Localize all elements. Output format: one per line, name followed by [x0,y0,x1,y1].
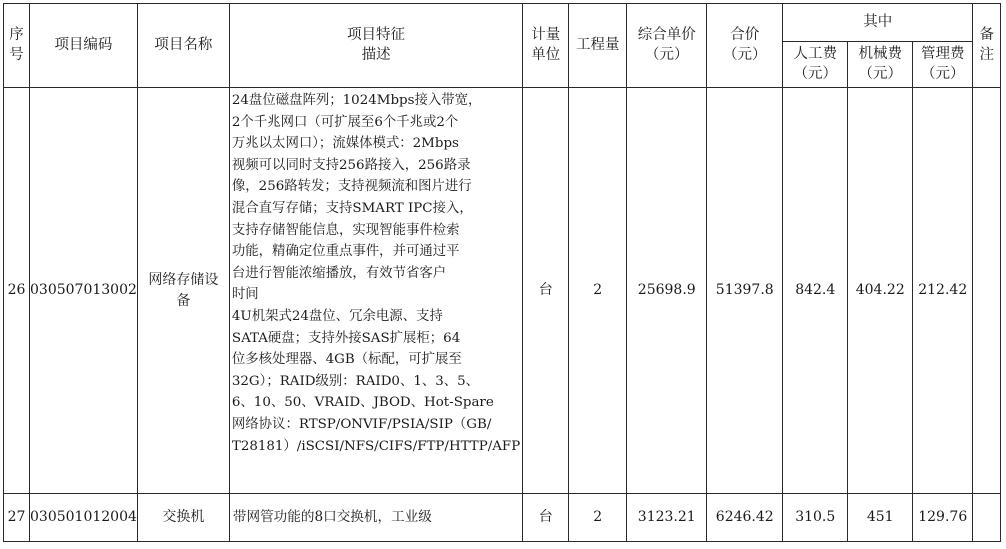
header-name: 项目名称 [137,4,229,88]
row-name: 网络存储设备 [137,88,229,494]
table-row [4,88,1001,494]
header-labor: 人工费 （元） [783,42,848,88]
row-description: 24盘位磁盘阵列；1024Mbps接入带宽， 2个千兆网口（可扩展至6个千兆或2个 万兆以太网口）；流媒体模式：2Mbps 视频可以同时支持256路接入，256路录 像，256路转发；支持视频流和图片进行 混合直写存储；支持SMART IPC接入， 支持存储智能信息，实现智能事件检索 功能，精确定位重点事件，并可通过平 台进行智能浓缩播放，有效节省客户 时间 4U机架式24盘位、冗余电源、支持 SATA硬盘；支持外接SAS扩展柜；64 位多核处理器、4GB（标配，可扩展至 32G）；RAID级别：RAID0、1、3、5、 6、10、50、VRAID、JBOD、Hot-Spare 网络协议：RTSP/ONVIF/PSIA/SIP（GB/ T28181）/iSCSI/NFS/CIFS/FTP/HTTP/AFP [229,88,522,494]
row-machine: 451 [848,494,913,542]
row-seq: 26 [4,88,30,494]
row-code: 030507013002 [30,88,138,494]
row-remark [973,494,1001,542]
row-quantity: 2 [569,494,627,542]
row-code: 030501012004 [30,494,138,542]
row-labor: 310.5 [783,494,848,542]
header-code: 项目编码 [30,4,138,88]
row-mgmt: 212.42 [913,88,973,494]
header-mgmt: 管理费 （元） [913,42,973,88]
row-total: 6246.42 [707,494,783,542]
row-unit-price: 25698.9 [627,88,707,494]
row-quantity: 2 [569,88,627,494]
row-unit-price: 3123.21 [627,494,707,542]
row-description: 带网管功能的8口交换机，工业级 [229,494,522,542]
row-unit: 台 [523,88,569,494]
header-unit-price: 综合单价 （元） [627,4,707,88]
row-mgmt: 129.76 [913,494,973,542]
row-name: 交换机 [137,494,229,542]
header-total: 合价 （元） [707,4,783,88]
header-unit: 计量 单位 [523,4,569,88]
row-labor: 842.4 [783,88,848,494]
row-unit: 台 [523,494,569,542]
row-seq: 27 [4,494,30,542]
row-total: 51397.8 [707,88,783,494]
table-wrapper [3,3,1001,542]
header-remark: 备 注 [973,4,1001,88]
row-machine: 404.22 [848,88,913,494]
header-feature: 项目特征 描述 [229,4,522,88]
header-among: 其中 [783,4,973,42]
row-remark [973,88,1001,494]
bill-of-quantities-table [3,3,1001,542]
table-row [4,494,1001,542]
header-seq: 序号 [4,4,30,88]
header-row-1 [4,4,1001,42]
header-machine: 机械费 （元） [848,42,913,88]
header-quantity: 工程量 [569,4,627,88]
